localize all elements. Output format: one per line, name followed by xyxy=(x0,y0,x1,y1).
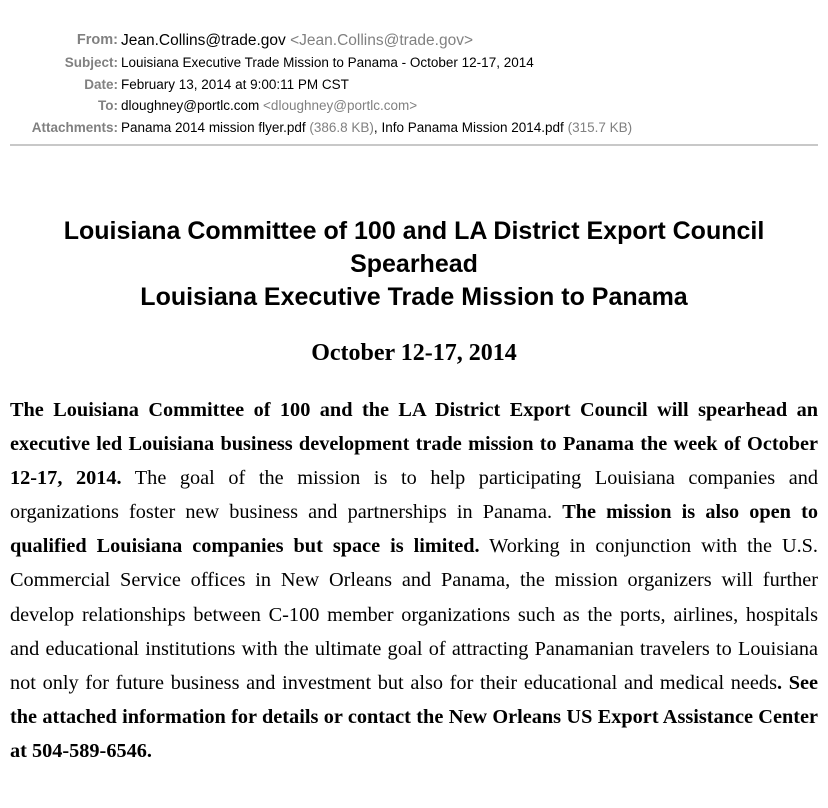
title-line: Spearhead xyxy=(350,250,478,278)
title-line: Louisiana Executive Trade Mission to Panama xyxy=(140,283,688,311)
date-row xyxy=(0,74,828,96)
from-value[interactable] xyxy=(121,30,473,52)
to-label: To: xyxy=(98,98,118,114)
paragraph-segment: Working in conjunction with the U.S. Commercial Service offices in New Orleans and Panama, the mission organizers will further develop relationships between C-100 member organizations such as the ports, airlines, hospitals and educational institutions with the ultimate goal of attracting Panamanian travelers to Louisiana not only for future business and investment but also for their educational and medical needs xyxy=(10,535,819,694)
paragraph-bold-segment: The Louisiana Committee of 100 and the LA District Export Council will spearhead an executive led Louisiana business development trade mission to Panama the week of October 12-17, 2014. xyxy=(10,399,818,490)
to-address[interactable]: dloughney@portlc.com xyxy=(121,98,260,114)
title-line: Louisiana Committee of 100 and LA District Export Council xyxy=(63,217,765,245)
subject-value: Louisiana Executive Trade Mission to Panama - October 12-17, 2014 xyxy=(121,54,534,70)
date-value: February 13, 2014 at 9:00:11 PM CST xyxy=(121,76,349,92)
to-display: <dloughney@portlc.com> xyxy=(263,98,418,114)
attachment-link[interactable]: Panama 2014 mission flyer.pdf xyxy=(121,120,306,136)
date-label: Date: xyxy=(84,76,118,92)
from-label: From: xyxy=(76,32,118,48)
attachments-row xyxy=(0,117,828,139)
subject-row xyxy=(0,52,828,74)
from-address[interactable]: Jean.Collins@trade.gov xyxy=(121,32,286,49)
subject-label: Subject: xyxy=(64,54,118,70)
attachment-size: (386.8 KB) xyxy=(309,120,374,136)
attachment-size: (315.7 KB) xyxy=(567,120,633,136)
paragraph-bold-segment: The mission is also open to qualified Louisiana companies but space is limited. xyxy=(10,501,818,558)
attachments-list: Panama 2014 mission flyer.pdf (386.8 KB), Info Panama Mission 2014.pdf (315.7 KB) xyxy=(121,120,633,136)
body-paragraph xyxy=(10,393,818,768)
from-display: <Jean.Collins@trade.gov> xyxy=(290,32,474,49)
attachment-link[interactable]: Info Panama Mission 2014.pdf xyxy=(381,120,564,136)
document-title xyxy=(0,215,828,314)
to-value[interactable] xyxy=(121,95,417,117)
to-row xyxy=(0,95,828,117)
attachments-label: Attachments: xyxy=(31,120,118,136)
from-row xyxy=(0,30,828,52)
email-header xyxy=(0,30,828,139)
document-date: October 12-17, 2014 xyxy=(311,340,517,366)
paragraph-bold-segment: . See the attached information for details or contact the New Orleans US Export Assistance Center at 504-589-6546. xyxy=(10,671,818,762)
paragraph-segment: The goal of the mission is to help participating Louisiana companies and organizations foster new business and partnerships in Panama. xyxy=(10,467,818,524)
header-divider xyxy=(10,144,818,146)
